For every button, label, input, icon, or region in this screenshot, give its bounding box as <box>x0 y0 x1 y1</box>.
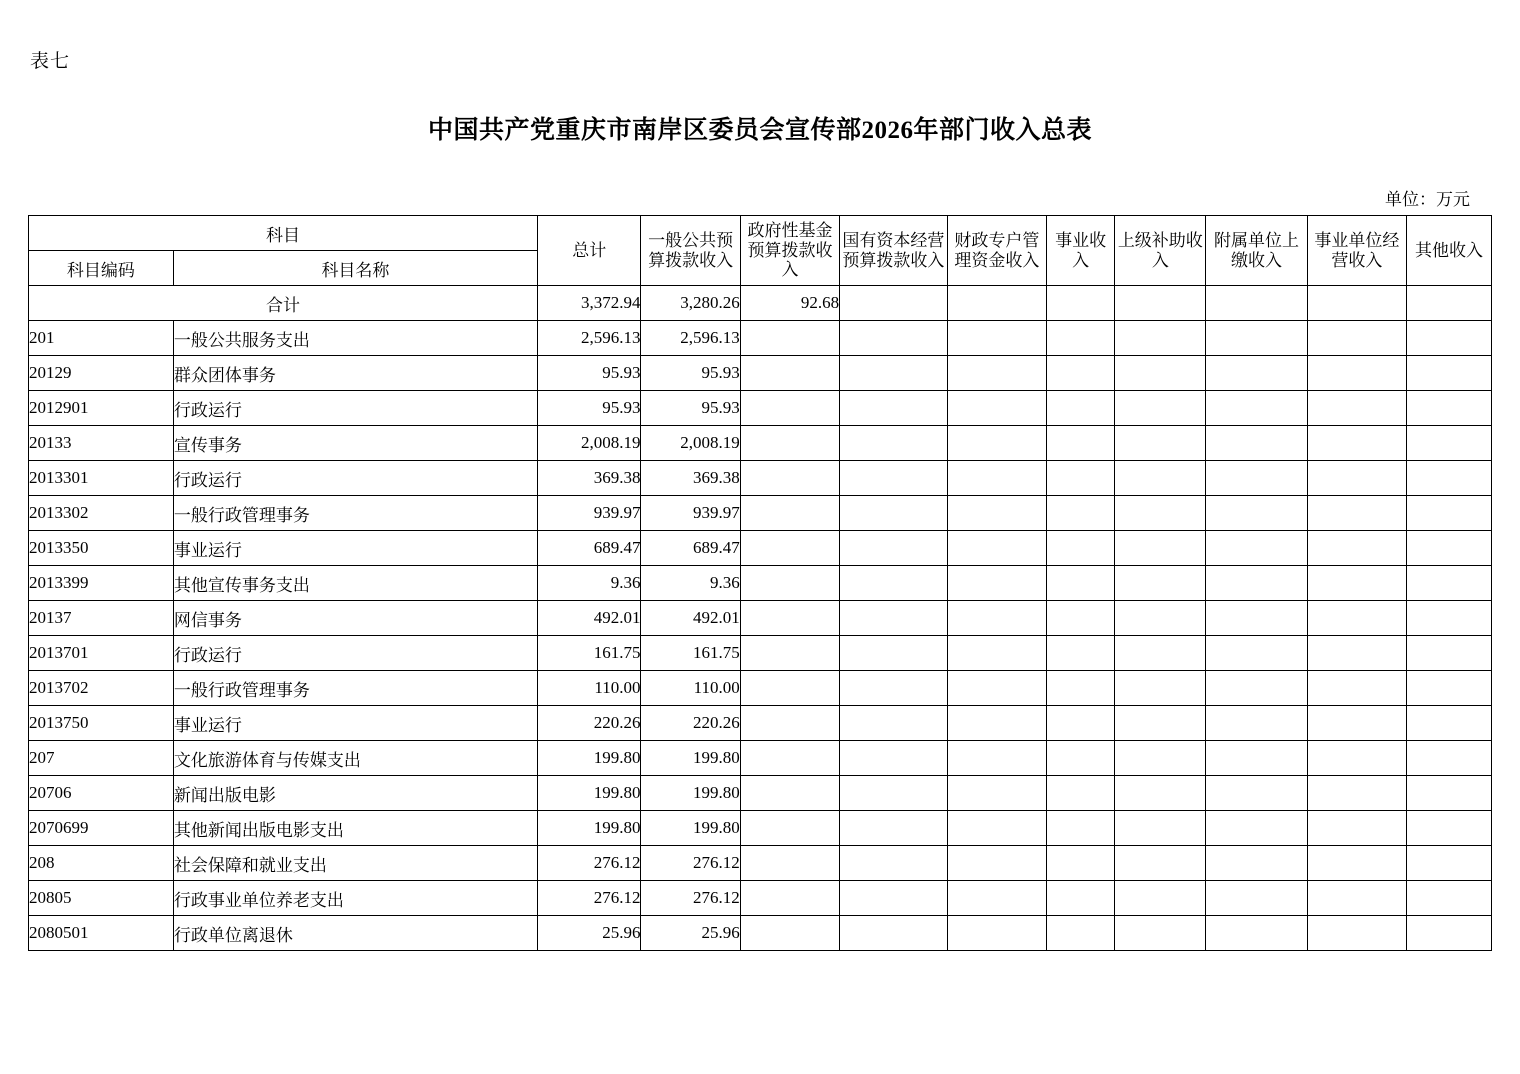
table-row <box>29 531 1492 566</box>
cell-value-0: 199.80 <box>538 811 641 846</box>
cell-subject-code: 20133 <box>29 426 174 461</box>
cell-value-2 <box>740 916 839 951</box>
cell-value-9 <box>1407 356 1492 391</box>
cell-value-9 <box>1407 496 1492 531</box>
table-header-row-1 <box>29 216 1492 251</box>
cell-value-1: 939.97 <box>641 496 740 531</box>
cell-value-1: 492.01 <box>641 601 740 636</box>
table-row <box>29 706 1492 741</box>
cell-value-5 <box>1047 846 1115 881</box>
cell-subject-code: 2012901 <box>29 391 174 426</box>
cell-value-0: 276.12 <box>538 846 641 881</box>
unit-note: 单位：万元 <box>1385 190 1470 209</box>
cell-subject-code: 2013399 <box>29 566 174 601</box>
cell-value-5 <box>1047 881 1115 916</box>
header-col-general-public-budget: 一般公共预算拨款收入 <box>641 216 740 286</box>
header-subject-name: 科目名称 <box>173 251 537 286</box>
cell-value-4 <box>947 776 1046 811</box>
cell-subject-code: 2013301 <box>29 461 174 496</box>
cell-value-0: 492.01 <box>538 601 641 636</box>
header-col-state-capital-budget: 国有资本经营预算拨款收入 <box>840 216 948 286</box>
cell-value-8 <box>1307 496 1406 531</box>
cell-value-9 <box>1407 811 1492 846</box>
table-row <box>29 846 1492 881</box>
header-col-operating-income: 事业单位经营收入 <box>1307 216 1406 286</box>
cell-value-1: 276.12 <box>641 846 740 881</box>
cell-value-6 <box>1115 671 1206 706</box>
cell-value-1: 95.93 <box>641 356 740 391</box>
cell-value-3 <box>840 461 948 496</box>
cell-value-0: 199.80 <box>538 776 641 811</box>
cell-subject-code: 20137 <box>29 601 174 636</box>
table-row <box>29 741 1492 776</box>
table-row <box>29 881 1492 916</box>
cell-value-9 <box>1407 426 1492 461</box>
cell-value-3 <box>840 671 948 706</box>
table-row <box>29 601 1492 636</box>
cell-value-4 <box>947 811 1046 846</box>
cell-value-7 <box>1206 776 1307 811</box>
cell-value-0: 689.47 <box>538 531 641 566</box>
cell-value-8 <box>1307 846 1406 881</box>
cell-value-2 <box>740 461 839 496</box>
cell-value-6 <box>1115 881 1206 916</box>
cell-value-2 <box>740 706 839 741</box>
cell-value-2 <box>740 776 839 811</box>
cell-value-3 <box>840 811 948 846</box>
header-subject-code: 科目编码 <box>29 251 174 286</box>
cell-subject-name: 事业运行 <box>173 706 537 741</box>
cell-value-4 <box>947 356 1046 391</box>
cell-subject-code: 2070699 <box>29 811 174 846</box>
cell-value-0: 369.38 <box>538 461 641 496</box>
cell-value-5 <box>1047 426 1115 461</box>
cell-value-0: 2,008.19 <box>538 426 641 461</box>
cell-value-4 <box>947 391 1046 426</box>
cell-subject-name: 宣传事务 <box>173 426 537 461</box>
cell-subject-name: 新闻出版电影 <box>173 776 537 811</box>
cell-value-1: 220.26 <box>641 706 740 741</box>
cell-value-4 <box>947 741 1046 776</box>
cell-value-8 <box>1307 321 1406 356</box>
total-value-4 <box>947 286 1046 321</box>
cell-value-5 <box>1047 741 1115 776</box>
cell-subject-name: 社会保障和就业支出 <box>173 846 537 881</box>
table-row <box>29 461 1492 496</box>
cell-subject-code: 201 <box>29 321 174 356</box>
table-row <box>29 776 1492 811</box>
cell-value-2 <box>740 811 839 846</box>
cell-value-0: 95.93 <box>538 356 641 391</box>
table-row <box>29 356 1492 391</box>
cell-value-2 <box>740 846 839 881</box>
cell-value-1: 161.75 <box>641 636 740 671</box>
cell-value-0: 220.26 <box>538 706 641 741</box>
header-col-total: 总计 <box>538 216 641 286</box>
cell-value-6 <box>1115 426 1206 461</box>
table-row <box>29 321 1492 356</box>
table-row <box>29 671 1492 706</box>
cell-subject-code: 20805 <box>29 881 174 916</box>
total-label: 合计 <box>29 286 538 321</box>
cell-value-2 <box>740 321 839 356</box>
cell-value-5 <box>1047 671 1115 706</box>
cell-value-4 <box>947 426 1046 461</box>
cell-value-3 <box>840 531 948 566</box>
cell-value-8 <box>1307 706 1406 741</box>
header-col-superior-subsidy: 上级补助收入 <box>1115 216 1206 286</box>
cell-value-9 <box>1407 566 1492 601</box>
cell-value-3 <box>840 881 948 916</box>
table-header <box>29 216 1492 286</box>
cell-value-4 <box>947 461 1046 496</box>
form-number-label: 表七 <box>30 51 71 72</box>
cell-value-0: 161.75 <box>538 636 641 671</box>
cell-value-5 <box>1047 916 1115 951</box>
cell-value-6 <box>1115 566 1206 601</box>
cell-value-8 <box>1307 356 1406 391</box>
cell-value-2 <box>740 356 839 391</box>
cell-value-9 <box>1407 321 1492 356</box>
cell-value-6 <box>1115 321 1206 356</box>
cell-subject-code: 2013702 <box>29 671 174 706</box>
cell-value-5 <box>1047 776 1115 811</box>
cell-value-4 <box>947 636 1046 671</box>
cell-value-5 <box>1047 811 1115 846</box>
cell-value-0: 9.36 <box>538 566 641 601</box>
cell-value-5 <box>1047 391 1115 426</box>
cell-value-7 <box>1206 461 1307 496</box>
cell-value-5 <box>1047 531 1115 566</box>
cell-value-2 <box>740 636 839 671</box>
cell-value-4 <box>947 916 1046 951</box>
table-row <box>29 916 1492 951</box>
cell-value-9 <box>1407 671 1492 706</box>
cell-value-8 <box>1307 391 1406 426</box>
cell-value-8 <box>1307 741 1406 776</box>
table-row <box>29 426 1492 461</box>
cell-value-9 <box>1407 706 1492 741</box>
cell-value-9 <box>1407 916 1492 951</box>
header-col-fiscal-special-account: 财政专户管理资金收入 <box>947 216 1046 286</box>
cell-value-5 <box>1047 356 1115 391</box>
cell-value-8 <box>1307 916 1406 951</box>
cell-subject-name: 行政事业单位养老支出 <box>173 881 537 916</box>
cell-subject-name: 一般行政管理事务 <box>173 671 537 706</box>
cell-value-0: 199.80 <box>538 741 641 776</box>
cell-subject-code: 2013750 <box>29 706 174 741</box>
cell-value-6 <box>1115 916 1206 951</box>
cell-value-6 <box>1115 706 1206 741</box>
cell-value-7 <box>1206 356 1307 391</box>
cell-value-9 <box>1407 391 1492 426</box>
total-value-2: 92.68 <box>740 286 839 321</box>
cell-value-4 <box>947 881 1046 916</box>
cell-value-5 <box>1047 566 1115 601</box>
cell-value-2 <box>740 741 839 776</box>
cell-value-7 <box>1206 811 1307 846</box>
cell-value-9 <box>1407 846 1492 881</box>
total-value-5 <box>1047 286 1115 321</box>
cell-subject-name: 网信事务 <box>173 601 537 636</box>
cell-value-4 <box>947 706 1046 741</box>
cell-value-7 <box>1206 531 1307 566</box>
cell-value-3 <box>840 636 948 671</box>
cell-subject-name: 群众团体事务 <box>173 356 537 391</box>
cell-value-9 <box>1407 881 1492 916</box>
cell-value-0: 276.12 <box>538 881 641 916</box>
cell-value-2 <box>740 391 839 426</box>
cell-value-8 <box>1307 461 1406 496</box>
cell-value-6 <box>1115 636 1206 671</box>
cell-value-9 <box>1407 461 1492 496</box>
cell-value-7 <box>1206 391 1307 426</box>
cell-value-7 <box>1206 496 1307 531</box>
cell-value-5 <box>1047 461 1115 496</box>
cell-value-7 <box>1206 846 1307 881</box>
cell-value-0: 939.97 <box>538 496 641 531</box>
cell-subject-name: 事业运行 <box>173 531 537 566</box>
total-value-8 <box>1307 286 1406 321</box>
cell-value-8 <box>1307 531 1406 566</box>
cell-value-6 <box>1115 391 1206 426</box>
cell-subject-code: 2013350 <box>29 531 174 566</box>
table-row-total <box>29 286 1492 321</box>
cell-value-3 <box>840 566 948 601</box>
header-col-other-income: 其他收入 <box>1407 216 1492 286</box>
cell-subject-code: 208 <box>29 846 174 881</box>
header-col-institution-income: 事业收入 <box>1047 216 1115 286</box>
cell-value-9 <box>1407 601 1492 636</box>
cell-value-1: 95.93 <box>641 391 740 426</box>
table-row <box>29 391 1492 426</box>
cell-value-6 <box>1115 461 1206 496</box>
cell-value-1: 276.12 <box>641 881 740 916</box>
cell-subject-name: 文化旅游体育与传媒支出 <box>173 741 537 776</box>
cell-subject-name: 行政运行 <box>173 391 537 426</box>
table-row <box>29 636 1492 671</box>
cell-value-3 <box>840 356 948 391</box>
table-body <box>29 286 1492 951</box>
cell-value-0: 95.93 <box>538 391 641 426</box>
cell-value-2 <box>740 881 839 916</box>
cell-value-2 <box>740 426 839 461</box>
cell-value-7 <box>1206 916 1307 951</box>
cell-value-1: 25.96 <box>641 916 740 951</box>
cell-value-1: 9.36 <box>641 566 740 601</box>
cell-value-8 <box>1307 566 1406 601</box>
total-value-9 <box>1407 286 1492 321</box>
cell-value-5 <box>1047 496 1115 531</box>
cell-value-4 <box>947 671 1046 706</box>
cell-subject-name: 一般公共服务支出 <box>173 321 537 356</box>
cell-value-4 <box>947 846 1046 881</box>
cell-value-5 <box>1047 706 1115 741</box>
total-value-0: 3,372.94 <box>538 286 641 321</box>
cell-value-1: 2,008.19 <box>641 426 740 461</box>
cell-value-7 <box>1206 636 1307 671</box>
table-row <box>29 566 1492 601</box>
cell-value-6 <box>1115 496 1206 531</box>
cell-value-1: 689.47 <box>641 531 740 566</box>
cell-value-2 <box>740 566 839 601</box>
cell-value-7 <box>1206 426 1307 461</box>
cell-value-6 <box>1115 811 1206 846</box>
cell-value-6 <box>1115 846 1206 881</box>
cell-subject-name: 其他宣传事务支出 <box>173 566 537 601</box>
table-row <box>29 811 1492 846</box>
header-col-government-fund-budget: 政府性基金预算拨款收入 <box>740 216 839 286</box>
cell-value-3 <box>840 391 948 426</box>
cell-value-5 <box>1047 636 1115 671</box>
cell-value-8 <box>1307 601 1406 636</box>
cell-subject-code: 20129 <box>29 356 174 391</box>
cell-value-3 <box>840 321 948 356</box>
cell-value-1: 2,596.13 <box>641 321 740 356</box>
cell-subject-code: 207 <box>29 741 174 776</box>
cell-subject-name: 一般行政管理事务 <box>173 496 537 531</box>
total-value-3 <box>840 286 948 321</box>
cell-value-1: 199.80 <box>641 811 740 846</box>
cell-value-5 <box>1047 601 1115 636</box>
cell-value-4 <box>947 321 1046 356</box>
total-value-6 <box>1115 286 1206 321</box>
cell-value-7 <box>1206 706 1307 741</box>
cell-value-3 <box>840 916 948 951</box>
cell-value-6 <box>1115 601 1206 636</box>
cell-value-8 <box>1307 671 1406 706</box>
cell-value-1: 110.00 <box>641 671 740 706</box>
cell-value-3 <box>840 846 948 881</box>
cell-value-2 <box>740 496 839 531</box>
cell-subject-name: 行政运行 <box>173 461 537 496</box>
cell-value-8 <box>1307 776 1406 811</box>
cell-subject-name: 其他新闻出版电影支出 <box>173 811 537 846</box>
cell-value-4 <box>947 496 1046 531</box>
cell-subject-code: 2013302 <box>29 496 174 531</box>
page-title: 中国共产党重庆市南岸区委员会宣传部2026年部门收入总表 <box>427 117 1092 144</box>
cell-value-8 <box>1307 426 1406 461</box>
cell-value-2 <box>740 671 839 706</box>
cell-value-7 <box>1206 601 1307 636</box>
table-row <box>29 496 1492 531</box>
cell-subject-code: 2013701 <box>29 636 174 671</box>
header-subject-group: 科目 <box>29 216 538 251</box>
cell-value-3 <box>840 496 948 531</box>
cell-value-8 <box>1307 636 1406 671</box>
cell-subject-name: 行政运行 <box>173 636 537 671</box>
cell-value-7 <box>1206 881 1307 916</box>
cell-value-3 <box>840 706 948 741</box>
cell-value-1: 369.38 <box>641 461 740 496</box>
budget-income-table <box>28 215 1492 951</box>
cell-value-0: 110.00 <box>538 671 641 706</box>
cell-value-9 <box>1407 636 1492 671</box>
cell-value-3 <box>840 741 948 776</box>
header-col-subordinate-remittance: 附属单位上缴收入 <box>1206 216 1307 286</box>
cell-value-9 <box>1407 741 1492 776</box>
cell-value-2 <box>740 601 839 636</box>
cell-subject-name: 行政单位离退休 <box>173 916 537 951</box>
cell-subject-code: 2080501 <box>29 916 174 951</box>
cell-value-8 <box>1307 881 1406 916</box>
cell-value-4 <box>947 601 1046 636</box>
cell-value-3 <box>840 776 948 811</box>
cell-value-5 <box>1047 321 1115 356</box>
cell-value-7 <box>1206 566 1307 601</box>
cell-value-0: 2,596.13 <box>538 321 641 356</box>
cell-value-6 <box>1115 356 1206 391</box>
cell-value-1: 199.80 <box>641 741 740 776</box>
cell-value-7 <box>1206 741 1307 776</box>
cell-value-6 <box>1115 531 1206 566</box>
cell-value-1: 199.80 <box>641 776 740 811</box>
cell-value-4 <box>947 566 1046 601</box>
cell-value-9 <box>1407 531 1492 566</box>
cell-value-7 <box>1206 321 1307 356</box>
cell-value-3 <box>840 601 948 636</box>
cell-value-6 <box>1115 776 1206 811</box>
cell-subject-code: 20706 <box>29 776 174 811</box>
total-value-7 <box>1206 286 1307 321</box>
cell-value-3 <box>840 426 948 461</box>
cell-value-0: 25.96 <box>538 916 641 951</box>
cell-value-8 <box>1307 811 1406 846</box>
cell-value-2 <box>740 531 839 566</box>
cell-value-7 <box>1206 671 1307 706</box>
total-value-1: 3,280.26 <box>641 286 740 321</box>
cell-value-6 <box>1115 741 1206 776</box>
cell-value-9 <box>1407 776 1492 811</box>
cell-value-4 <box>947 531 1046 566</box>
